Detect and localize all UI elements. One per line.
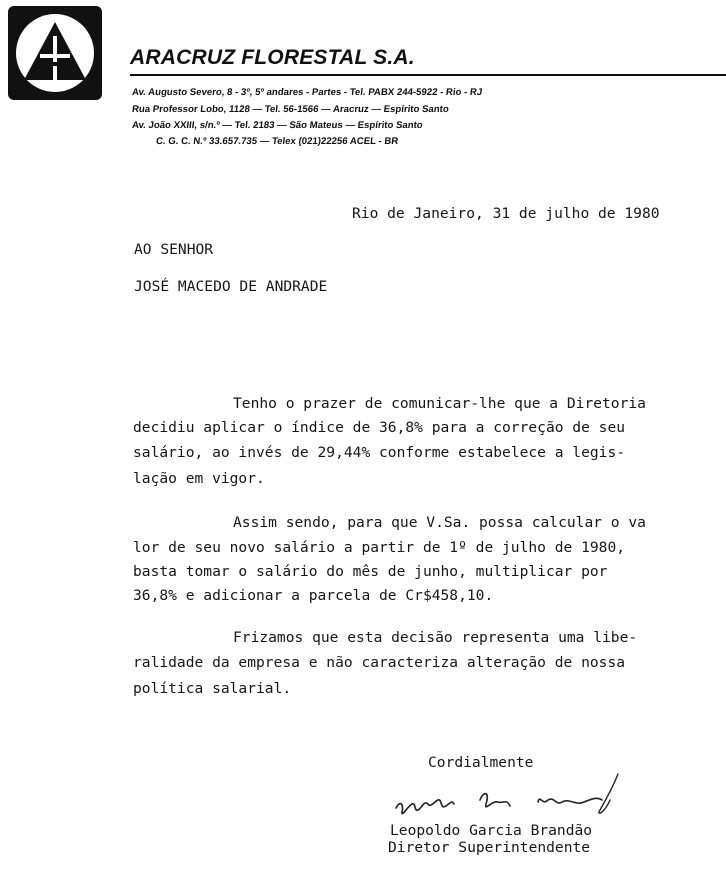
company-registration-line: C. G. C. N.º 33.657.735 — Telex (021)22256 ACEL - BR [155, 136, 399, 147]
paragraph3-line: Frizamos que esta decisão representa uma libe- [233, 629, 638, 646]
address-line-aracruz: Rua Professor Lobo, 1128 — Tel. 56-1566 — Aracruz — Espírito Santo [131, 104, 450, 115]
company-name: ARACRUZ FLORESTAL S.A. [130, 46, 415, 69]
closing: Cordialmente [428, 754, 534, 771]
paragraph2-line: lor de seu novo salário a partir de 1º de julho de 1980, [133, 539, 626, 556]
paragraph1-line: Tenho o prazer de comunicar-lhe que a Diretoria [233, 395, 646, 412]
date-line: Rio de Janeiro, 31 de julho de 1980 [352, 205, 660, 222]
logo-emblem-icon [8, 6, 102, 100]
paragraph1-line: lação em vigor. [133, 470, 265, 487]
paragraph2-line: basta tomar o salário do mês de junho, multiplicar por [133, 563, 608, 580]
paragraph3-line: política salarial. [133, 680, 292, 697]
paragraph1-line: salário, ao invés de 29,44% conforme estabelece a legis- [133, 444, 626, 461]
signer-title: Diretor Superintendente [388, 839, 591, 856]
paragraph3-line: ralidade da empresa e não caracteriza alteração de nossa [133, 654, 626, 671]
company-logo [8, 6, 102, 100]
paragraph2-line: Assim sendo, para que V.Sa. possa calcular o va [233, 514, 646, 531]
handwritten-signature [390, 770, 630, 830]
paragraph2-line: 36,8% e adicionar a parcela de Cr$458,10. [133, 587, 494, 604]
recipient-name: JOSÉ MACEDO DE ANDRADE [134, 278, 328, 295]
paragraph1-line: decidiu aplicar o índice de 36,8% para a correção de seu [133, 419, 626, 436]
address-line-rio: Av. Augusto Severo, 8 - 3º, 5º andares - Partes - Tel. PABX 244-5922 - Rio - RJ [131, 87, 483, 98]
signer-name: Leopoldo Garcia Brandão [390, 822, 593, 839]
address-line-sao-mateus: Av. João XXIII, s/n.º — Tel. 2183 — São Mateus — Espírito Santo [131, 120, 424, 131]
salutation: AO SENHOR [134, 241, 214, 258]
letterhead-rule [130, 74, 726, 76]
